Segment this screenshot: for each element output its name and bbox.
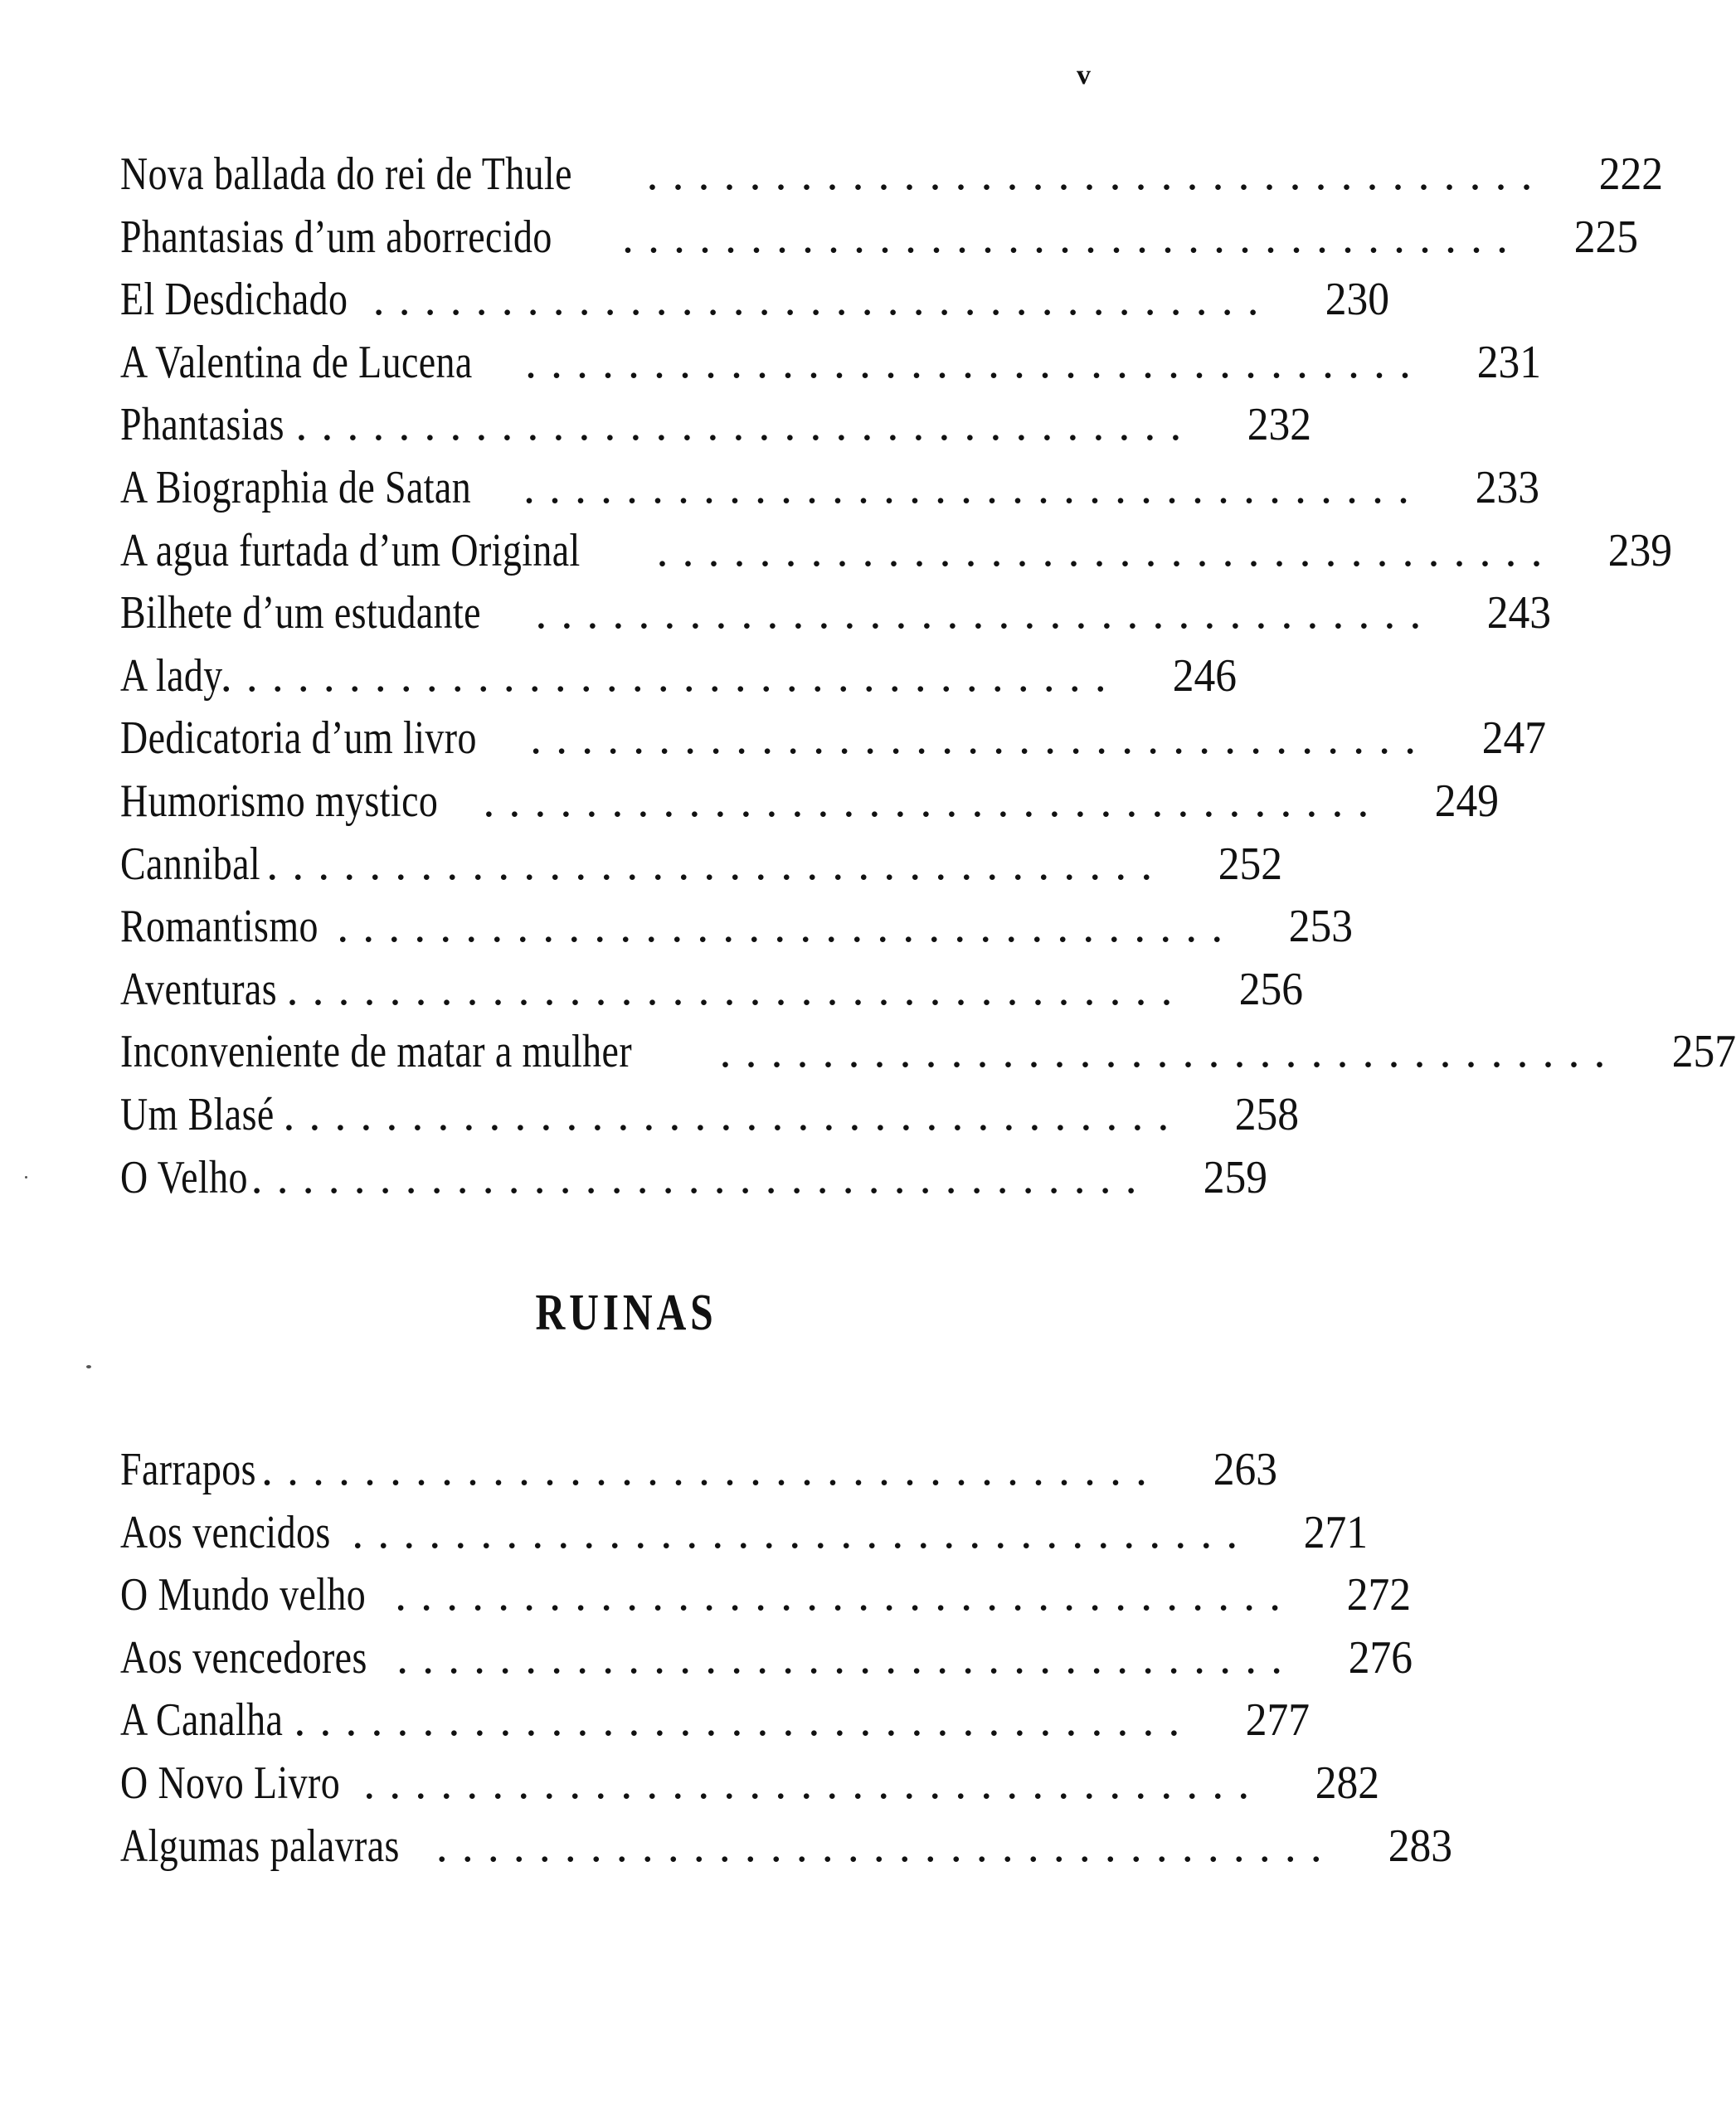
toc-entry-title: Cannibal [120, 838, 261, 890]
table-of-contents-part-1 [120, 148, 1736, 1213]
toc-entry [120, 273, 1389, 336]
leader-dots: ................................... [337, 901, 1238, 953]
toc-entry [120, 524, 1673, 587]
leader-dots: ................................... [395, 1569, 1296, 1621]
toc-entry-page: 258 [1235, 1088, 1300, 1140]
toc-entry-page: 259 [1203, 1151, 1267, 1203]
toc-entry-title: Aventuras [120, 963, 278, 1015]
toc-entry-title: Aos vencedores [120, 1631, 367, 1684]
leader-dots: ................................... [622, 211, 1523, 263]
leader-dots: ................................... [530, 712, 1431, 765]
toc-entry-title: Romantismo [120, 901, 319, 953]
toc-entry [120, 1631, 1413, 1694]
toc-entry-page: 272 [1346, 1569, 1412, 1621]
toc-entry [120, 963, 1303, 1026]
toc-entry [120, 1694, 1311, 1757]
toc-entry-page: 282 [1315, 1757, 1380, 1809]
toc-entry-page: 232 [1247, 399, 1312, 451]
leader-dots: ................................... [266, 838, 1167, 890]
leader-dots: ................................... [656, 524, 1557, 576]
toc-entry-title: Um Blasé [120, 1088, 275, 1140]
toc-entry-title: Algumas palavras [120, 1820, 400, 1872]
toc-entry [120, 398, 1312, 461]
toc-entry-page: 230 [1325, 274, 1389, 326]
toc-entry-title: A Biographia de Satan [120, 461, 472, 513]
leader-dots: ................................... [646, 148, 1547, 200]
toc-entry [120, 775, 1500, 838]
leader-dots: ................................... [260, 1444, 1161, 1495]
toc-entry-title: A lady [120, 649, 223, 702]
toc-entry [120, 838, 1283, 901]
toc-entry-title: Phantasias d’um aborrecido [120, 211, 552, 263]
toc-entry [120, 336, 1541, 399]
toc-entry [120, 1151, 1267, 1214]
toc-entry-page: 256 [1238, 963, 1303, 1015]
toc-entry [120, 900, 1354, 963]
toc-entry [120, 712, 1547, 775]
toc-entry-title: Humorismo mystico [120, 775, 439, 827]
leader-dots: ................................... [535, 587, 1436, 639]
toc-entry [120, 649, 1237, 712]
page-number: v [1077, 60, 1091, 90]
print-speck [25, 1176, 27, 1179]
toc-entry [120, 586, 1552, 649]
toc-entry-title: O Novo Livro [120, 1757, 341, 1809]
toc-entry-title: A Canalha [120, 1694, 284, 1747]
toc-entry [120, 461, 1539, 524]
toc-entry-page: 246 [1172, 649, 1237, 702]
leader-dots: ................................... [250, 1151, 1151, 1203]
toc-entry-page: 222 [1598, 148, 1663, 200]
leader-dots: ................................... [283, 1088, 1184, 1140]
toc-entry [120, 1088, 1300, 1151]
toc-entry [120, 1820, 1452, 1883]
toc-entry-title: Bilhete d’um estudante [120, 587, 481, 639]
leader-dots: ................................... [286, 963, 1187, 1015]
toc-entry-title: Inconveniente de matar a mulher [120, 1026, 633, 1078]
toc-entry-title: O Mundo velho [120, 1569, 367, 1621]
toc-entry-title: Aos vencidos [120, 1506, 331, 1558]
toc-entry-page: 247 [1481, 712, 1547, 765]
print-speck [86, 1365, 91, 1368]
toc-entry-title: A Valentina de Lucena [120, 336, 473, 388]
toc-entry-page: 233 [1475, 461, 1539, 513]
toc-entry-page: 253 [1288, 901, 1354, 953]
table-of-contents-part-2 [120, 1443, 1452, 1882]
toc-entry-page: 249 [1435, 775, 1500, 827]
toc-entry-page: 263 [1213, 1444, 1277, 1495]
leader-dots: ................................... [372, 274, 1273, 326]
leader-dots: ................................... [483, 775, 1383, 827]
section-heading: RUINAS [535, 1285, 717, 1341]
toc-entry-title: O Velho [120, 1151, 248, 1203]
toc-entry-page: 283 [1388, 1820, 1452, 1872]
leader-dots: ................................... [294, 1694, 1194, 1747]
toc-entry-page: 231 [1476, 336, 1541, 388]
toc-entry-title: Nova ballada do rei de Thule [120, 148, 572, 200]
toc-entry [120, 148, 1663, 211]
leader-dots: ................................... [435, 1820, 1336, 1872]
toc-entry-title: El Desdichado [120, 274, 348, 326]
toc-entry-title: A agua furtada d’um Original [120, 524, 581, 576]
leader-dots: ................................... [719, 1026, 1620, 1078]
toc-entry-page: 276 [1348, 1631, 1413, 1684]
toc-entry-page: 277 [1246, 1694, 1311, 1747]
toc-entry-page: 257 [1671, 1026, 1736, 1078]
toc-entry [120, 211, 1639, 274]
toc-entry-page: 252 [1218, 838, 1283, 890]
toc-entry [120, 1506, 1369, 1569]
leader-dots: ................................... [220, 649, 1121, 702]
leader-dots: ................................... [295, 399, 1196, 451]
leader-dots: ................................... [524, 336, 1425, 388]
toc-entry [120, 1568, 1412, 1631]
toc-entry [120, 1025, 1736, 1088]
toc-entry [120, 1757, 1380, 1820]
toc-entry-page: 243 [1487, 587, 1552, 639]
toc-entry [120, 1443, 1277, 1506]
leader-dots: ................................... [523, 461, 1423, 513]
toc-entry-title: Phantasias [120, 399, 284, 451]
toc-entry-page: 271 [1304, 1506, 1369, 1558]
toc-entry-title: Dedicatoria d’um livro [120, 712, 477, 765]
toc-entry-page: 225 [1573, 211, 1639, 263]
leader-dots: ................................... [396, 1631, 1297, 1684]
leader-dots: ................................... [363, 1757, 1264, 1809]
toc-entry-title: Farrapos [120, 1444, 256, 1495]
toc-entry-page: 239 [1608, 524, 1673, 576]
leader-dots: ................................... [352, 1506, 1252, 1558]
